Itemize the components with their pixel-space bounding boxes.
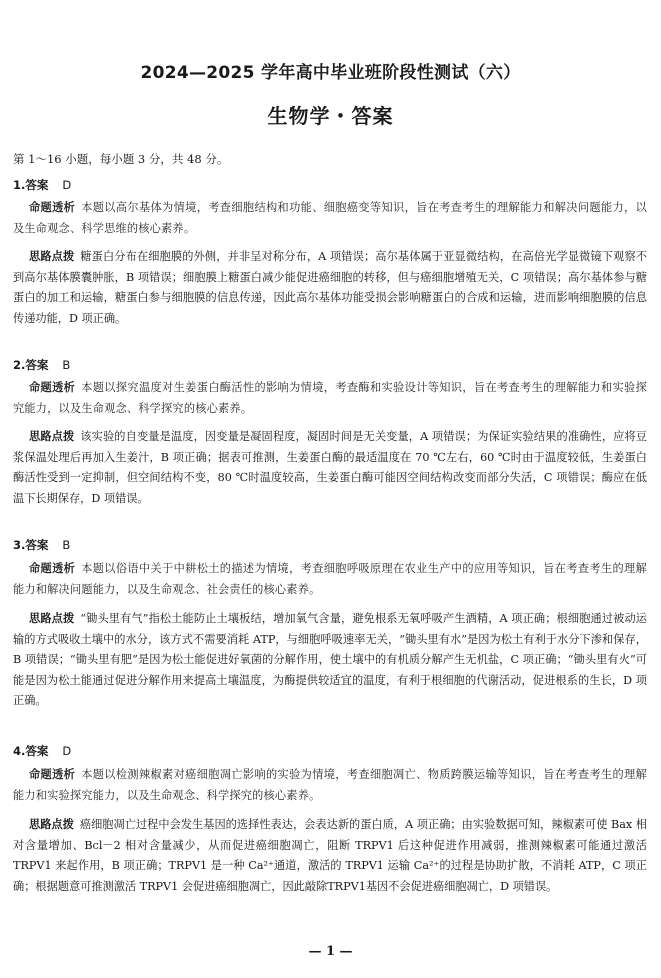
answer-label: 答案 <box>25 744 49 758</box>
analysis-text: 本题以俗语中关于中耕松土的描述为情境，考查细胞呼吸原理在农业生产中的应用等知识，旨在考查考生的理解能力和解决问题能力，以及生命观念、社会责任的核心素养。 <box>13 562 647 596</box>
tips-label: 思路点拨 <box>29 250 75 263</box>
question-4-tips <box>13 815 647 897</box>
analysis-label: 命题透析 <box>29 381 76 394</box>
tips-label: 思路点拨 <box>29 612 75 625</box>
question-3-tips <box>13 609 647 712</box>
question-2-tips <box>13 427 647 509</box>
analysis-label: 命题透析 <box>29 562 76 575</box>
analysis-text: 本题以高尔基体为情境，考查细胞结构和功能、细胞癌变等知识，旨在考查考生的理解能力和解决问题能力，以及生命观念、科学思维的核心素养。 <box>13 201 647 235</box>
question-4-answer-line <box>13 743 71 759</box>
answer-value: D <box>62 744 72 758</box>
question-number: 3. <box>13 538 26 552</box>
question-2-analysis <box>13 378 647 419</box>
exam-title: 2024—2025 学年高中毕业班阶段性测试（六） <box>140 63 521 83</box>
question-1-analysis <box>13 198 647 239</box>
answer-label: 答案 <box>25 178 49 192</box>
section-intro: 第 1～16 小题，每小题 3 分，共 48 分。 <box>13 152 229 166</box>
tips-text: 该实验的自变量是温度，因变量是凝固程度，凝固时间是无关变量，A 项错误；为保证实验结果的准确性，应将豆浆保温处理后再加入生姜汁，B 项正确；据表可推测，生姜蛋白酶的最适温度在 70 ℃左右，60 ℃时由于温度较低，生姜蛋白酶活性受到一定抑制，但空间结构不变，80 ℃时温度较高，生姜蛋白酶可能因空间结构改变而部分失活，C 项错误；酶应在低温下长期保存，D 项错误。 <box>13 430 647 505</box>
answer-value: D <box>62 178 72 192</box>
tips-label: 思路点拨 <box>29 818 74 831</box>
page-number: — 1 — <box>308 944 353 959</box>
analysis-text: 本题以探究温度对生姜蛋白酶活性的影响为情境，考查酶和实验设计等知识，旨在考查考生的理解能力和实验探究能力，以及生命观念、科学探究的核心素养。 <box>13 381 647 415</box>
analysis-label: 命题透析 <box>29 768 76 781</box>
question-number: 4. <box>13 744 26 758</box>
answer-value: B <box>62 358 71 372</box>
question-4-analysis <box>13 765 647 806</box>
tips-text: “锄头里有气”指松土能防止土壤板结，增加氧气含量，避免根系无氧呼吸产生酒精，A 项正确；根细胞通过被动运输的方式吸收土壤中的水分，该方式不需要消耗 ATP，与细胞呼吸速率无关，“锄头里有水”是因为松土有利于水分下渗和保存，B 项错误；“锄头里有肥”是因为松土能促进好氧菌的分解作用，使土壤中的有机质分解产生无机盐，C 项正确；“锄头里有火”可能是因为松土能通过促进分解作用来提高土壤温度，为酶提供较适宜的温度，有利于根细胞的代谢活动，促进根系的生长，D 项正确。 <box>13 612 647 707</box>
question-1-answer-line <box>13 177 71 193</box>
question-number: 1. <box>13 178 26 192</box>
question-3-answer-line <box>13 537 70 553</box>
analysis-text: 本题以检测辣椒素对癌细胞凋亡影响的实验为情境，考查细胞凋亡、物质跨膜运输等知识，旨在考查考生的理解能力和实验探究能力，以及生命观念、科学探究的核心素养。 <box>13 768 647 802</box>
subject-title: 生物学・答案 <box>267 104 394 128</box>
answer-label: 答案 <box>25 538 49 552</box>
tips-text: 糖蛋白分布在细胞膜的外侧，并非呈对称分布，A 项错误；高尔基体属于亚显微结构，在高倍光学显微镜下观察不到高尔基体膜囊肿胀，B 项错误；细胞膜上糖蛋白减少能促进癌细胞的转移，但与癌细胞增殖无关，C 项错误；高尔基体参与糖蛋白的加工和运输，糖蛋白参与细胞膜的信息传递，因此高尔基体功能受损会影响糖蛋白的合成和运输，进而影响细胞膜的信息传递功能，D 项正确。 <box>13 250 647 325</box>
tips-text: 癌细胞凋亡过程中会发生基因的选择性表达，会表达新的蛋白质，A 项正确；由实验数据可知，辣椒素可使 Bax 相对含量增加、Bcl－2 相对含量减少，从而促进癌细胞凋亡，阻断 TRPV1 后这种促进作用减弱，推测辣椒素可能通过激活 TRPV1 来起作用，B 项正确；TRPV1 是一种 Ca²⁺通道，激活的 TRPV1 运输 Ca²⁺的过程是协助扩散，不消耗 ATP，C 项正确；根据题意可推测激活 TRPV1 会促进癌细胞凋亡，因此敲除TRPV1基因不会促进癌细胞凋亡，D 项错误。 <box>13 818 647 893</box>
question-2-answer-line <box>13 357 70 373</box>
answer-label: 答案 <box>25 358 49 372</box>
tips-label: 思路点拨 <box>29 430 75 443</box>
question-1-tips <box>13 247 647 329</box>
question-3-analysis <box>13 559 647 600</box>
question-number: 2. <box>13 358 26 372</box>
answer-value: B <box>62 538 71 552</box>
analysis-label: 命题透析 <box>29 201 76 214</box>
